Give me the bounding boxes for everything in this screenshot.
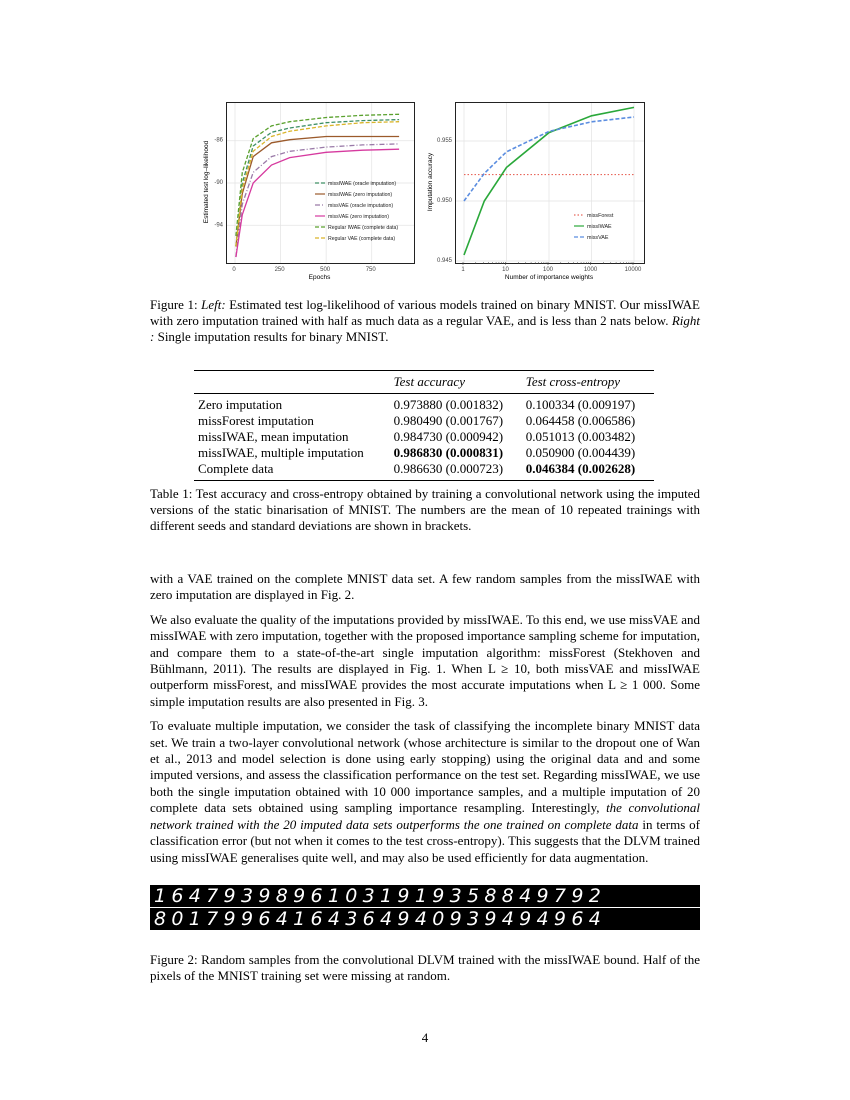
x-tick-label: 750	[365, 267, 376, 273]
y-axis-label: Imputation accuracy	[427, 152, 434, 212]
y-tick-label: 0.945	[436, 258, 452, 264]
x-tick-label: 10	[502, 267, 509, 273]
legend-label: Regular IWAE (complete data)	[328, 225, 399, 231]
body-text	[150, 571, 700, 866]
table-cell-cross-entropy: 0.064458 (0.006586)	[525, 413, 636, 428]
table-cell-cross-entropy: 0.051013 (0.003482)	[525, 429, 636, 444]
table-row	[194, 445, 654, 461]
paragraph-2: We also evaluate the quality of the imputations provided by missIWAE. To this end, we use missVAE and missIWAE with zero imputation, together with the proposed importance sampling scheme for imputation, and compare them to a state-of-the-art single imputation algorithm: missForest (Stekhoven and Bühlmann, 2011). The results are displayed in Fig. 1. When L ≥ 10, both missVAE and missIWAE outperform missForest, and missIWAE provides the most accurate imputations when L ≥ 1 000. Some simple imputation results are also presented in Fig. 3.	[150, 611, 700, 709]
legend-label: missIWAE	[587, 224, 612, 230]
table-cell-method: missIWAE, mean imputation	[198, 429, 349, 444]
table-cell-method: Zero imputation	[198, 397, 283, 412]
legend-label: missIWAE (oracle imputation)	[328, 181, 397, 187]
y-tick-label: -90	[214, 180, 223, 186]
paragraph-3	[150, 718, 700, 866]
table-row	[194, 461, 654, 481]
table1-caption: Table 1: Test accuracy and cross-entropy obtained by training a convolutional network using the imputed versions of the static binarisation of MNIST. The numbers are the mean of 10 repeated trainings with different seeds and standard deviations are shown in brackets.	[150, 486, 700, 533]
table-cell-accuracy: 0.973880 (0.001832)	[393, 397, 504, 412]
x-tick-label: 100	[542, 267, 554, 273]
y-tick-label: -94	[214, 222, 223, 229]
table-cell-cross-entropy-best: 0.046384 (0.002628)	[522, 461, 654, 481]
table-cell-cross-entropy: 0.050900 (0.004439)	[525, 445, 636, 460]
table-cell-accuracy-best: 0.986830 (0.000831)	[393, 445, 504, 460]
paragraph-1: with a VAE trained on the complete MNIST data set. A few random samples from the missIWAE with zero imputation are displayed in Fig. 2.	[150, 571, 700, 603]
x-tick-label: 1000	[583, 267, 598, 273]
x-tick-label: 500	[320, 267, 331, 273]
table-cell-accuracy: 0.986630 (0.000723)	[390, 461, 522, 481]
table-cell-method: missIWAE, multiple imputation	[198, 445, 364, 460]
table-cell-method: missForest imputation	[198, 413, 314, 428]
loglik-chart-axes	[196, 100, 436, 300]
table-header-accuracy: Test accuracy	[390, 371, 522, 394]
table-row	[194, 429, 654, 445]
y-tick-label: 0.955	[436, 138, 452, 144]
x-tick-label: 250	[274, 267, 285, 273]
figure1-left-label: Left:	[201, 297, 226, 312]
mnist-samples-row-1: 16479398961031919358849792	[150, 885, 700, 907]
paragraph-3-text-b: in terms of classification error (but not when it comes to the test cross-entropy). This suggests that the DLVM trained using missIWAE generalises quite well, and may also be used efficiently for data augmentation.	[150, 816, 700, 865]
figure2-caption: Figure 2: Random samples from the convolutional DLVM trained with the missIWAE bound. Half of the pixels of the MNIST training set were missing at random.	[150, 952, 700, 983]
figure1-text1: Estimated test log-likelihood of various models trained on binary MNIST. Our missIWAE with zero imputation trained with half as much data as a regular VAE, and is less than 2 nats below.	[150, 297, 700, 328]
legend-label: missVAE	[587, 235, 609, 241]
table-row	[194, 413, 654, 429]
figure1-text2: Single imputation results for binary MNIST.	[154, 329, 389, 344]
table-cell-cross-entropy: 0.100334 (0.009197)	[525, 397, 636, 412]
legend-label: missForest	[587, 213, 614, 219]
mnist-samples-row-2: 80179964164364940939494964	[150, 908, 700, 930]
page-number: 4	[421, 1030, 429, 1045]
paragraph-3-text-a: To evaluate multiple imputation, we consider the task of classifying the incomplete binary MNIST data set. We train a two-layer convolutional network (whose architecture is similar to the dropout one of Wan et al., 2013 and model selection is done using early stopping) using the original data and and some imputed versions, and assess the classification performance on the test set. Regarding missIWAE, we use both the single imputation obtained with 10 000 importance samples, and a multiple imputation of 20 complete data sets obtained using sampling importance resampling. Interestingly,	[150, 718, 700, 816]
y-tick-label: -86	[214, 137, 223, 144]
figure1-right-label: Right :	[150, 313, 700, 344]
figure1-label: Figure 1:	[150, 297, 198, 312]
results-table	[194, 370, 654, 481]
figure1-caption	[150, 297, 700, 345]
table-header-cross-entropy: Test cross-entropy	[522, 371, 654, 394]
y-axis-label: Estimated test log–likelihood	[203, 140, 210, 224]
legend-label: missVAE (oracle imputation)	[328, 203, 394, 209]
table-cell-accuracy: 0.984730 (0.000942)	[393, 429, 504, 444]
legend-label: missIWAE (zero imputation)	[328, 192, 393, 198]
x-tick-label: 1	[461, 267, 465, 273]
paragraph-3-emphasis: the convolutional network trained with the 20 imputed data sets outperforms the one trained on complete data	[150, 800, 700, 832]
x-tick-label: 0	[232, 267, 236, 273]
table-row	[194, 394, 654, 414]
table-header-method	[194, 371, 390, 394]
legend-label: missVAE (zero imputation)	[328, 214, 390, 220]
table-cell-accuracy: 0.980490 (0.001767)	[393, 413, 504, 428]
x-tick-label: 10000	[624, 267, 642, 273]
imputation-chart-axes	[420, 100, 680, 300]
x-axis-label: Epochs	[308, 274, 331, 281]
table-cell-method: Complete data	[194, 461, 390, 481]
legend-label: Regular VAE (complete data)	[328, 236, 396, 242]
y-tick-label: 0.950	[436, 198, 452, 204]
x-axis-label: Number of importance weights	[504, 274, 594, 281]
